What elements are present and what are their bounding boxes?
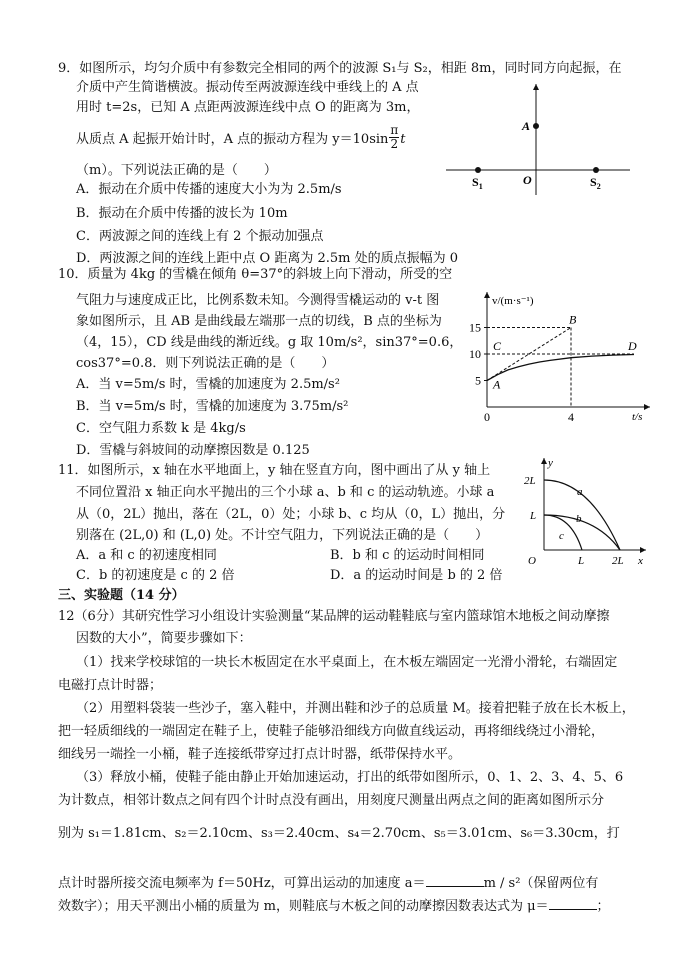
- y-tick-label-1: 10: [469, 347, 481, 361]
- q9-fraction: [389, 124, 399, 151]
- q9-label-s1: $S_1$: [472, 175, 483, 191]
- section-title: 三、实验题（14 分）: [58, 588, 185, 603]
- q12-line-3: （1）找来学校球馆的一块长木板固定在水平桌面上，在木板左端固定一光滑小滑轮，右端固定: [76, 655, 618, 670]
- q11-figure: [522, 454, 652, 569]
- q9-point-a: [533, 123, 539, 129]
- q11-option-a: A．a 和 c 的初速度相同: [76, 548, 217, 563]
- q10-line-3: 象如图所示，且 AB 是曲线最左端那一点的切线，B 点的坐标为: [76, 314, 442, 329]
- q11-trajectory-b: [544, 515, 620, 550]
- q9-line-4: [76, 123, 406, 153]
- q10-option-b: B．当 v=5m/s 时，雪橇的加速度为 3.75m/s²: [76, 399, 349, 414]
- x-axis-label: t/s: [632, 411, 643, 423]
- q11-label-l-x: L: [578, 555, 585, 567]
- q9-equation: 从质点 A 起振开始计时，A 点的振动方程为 y＝10sin: [76, 132, 389, 147]
- q11-label-b: b: [576, 513, 582, 525]
- q11-label-l-y: L: [530, 510, 537, 522]
- q9-fraction-numerator: π: [390, 123, 399, 137]
- y-axis-label: v/(m·s⁻¹): [492, 295, 534, 307]
- q12-line-12: [58, 896, 610, 916]
- q9-option-b: B．振动在介质中传播的波长为 10m: [76, 206, 288, 221]
- q11-option-c: C．b 的初速度是 c 的 2 倍: [76, 568, 235, 583]
- q9-source-s1: [475, 167, 481, 173]
- q11-line-2: 不同位置沿 x 轴正向水平抛出的三个小球 a、b 和 c 的运动轨迹。小球 a: [76, 485, 495, 500]
- q10-line-1: 10．质量为 4kg 的雪橇在倾角 θ=37°的斜坡上向下滑动，所受的空: [58, 267, 453, 282]
- q11-line-4: 别落在 (2L,0) 和 (L,0) 处。不计空气阻力，下列说法正确的是（ ）: [76, 528, 489, 543]
- q12-line-6: 把一轻质细线的一端固定在鞋子上，使鞋子能够沿细线方向做直线运动，再将细线绕过小滑轮，: [58, 724, 605, 739]
- q10-line-5: cos37°=0.8．则下列说法正确的是（ ）: [76, 356, 335, 371]
- q9-option-c: C．两波源之间的连线上有 2 个振动加强点: [76, 229, 324, 244]
- friction-coefficient-answer-blank[interactable]: [549, 896, 597, 910]
- q9-line-2: 介质中产生简谐横波。振动传至两波源连线中垂线上的 A 点: [76, 80, 419, 95]
- q11-line-3: 从（0，2L）抛出，落在（2L，0）处；小球 b、c 均从（0，L）抛出，分: [76, 507, 506, 522]
- q9-line-3: 用时 t=2s，已知 A 点距两波源连线中点 O 的距离为 3m，: [76, 100, 420, 115]
- point-label-d: D: [628, 339, 637, 353]
- y-tick-label-0: 5: [475, 373, 481, 388]
- q11-label-c: c: [559, 530, 564, 542]
- q11-label-a: a: [577, 486, 583, 498]
- q9-line-1: 9．如图所示，均匀介质中有参数完全相同的两个的波源 S₁与 S₂，相距 8m，同时同方向起振，在: [58, 61, 622, 76]
- point-label-b: B: [569, 312, 577, 327]
- q12-line-8: （3）释放小桶，使鞋子能由静止开始加速运动，打出的纸带如图所示，0、1、2、3、4、5、6: [76, 770, 624, 785]
- q10-option-c: C．空气阻力系数 k 是 4kg/s: [76, 421, 246, 436]
- q9-option-d: D．两波源之间的连线上距中点 O 距离为 2.5m 处的质点振幅为 0: [76, 251, 459, 266]
- q9-equation-t: t: [400, 132, 406, 147]
- q9-figure: [438, 80, 638, 200]
- q11-option-b: B．b 和 c 的运动时间相同: [330, 548, 485, 563]
- q11-label-2l-y: 2L: [524, 475, 536, 487]
- y-tick-label-2: 15: [469, 320, 481, 335]
- q9-label-s2: $S_2$: [590, 175, 601, 191]
- q12-line-2: 因数的大小”，简要步骤如下：: [76, 631, 252, 646]
- point-label-c: C: [493, 339, 502, 353]
- q11-label-2l-x: 2L: [612, 555, 624, 567]
- q9-label-a: A: [522, 119, 531, 133]
- q11-label-y: y: [548, 457, 553, 469]
- x-tick-label-0: 0: [484, 410, 490, 424]
- series-curve: [487, 355, 634, 381]
- q12-text-a: 点计时器所接交流电频率为 f＝50Hz，可算出运动的加速度 a＝: [58, 876, 426, 891]
- x-tick-label-1: 4: [568, 410, 574, 424]
- q9-source-s2: [593, 167, 599, 173]
- point-label-a: A: [493, 377, 501, 392]
- q12-line-5: （2）用塑料袋装一些沙子，塞入鞋中，并测出鞋和沙子的总质量 M。接着把鞋子放在长木板上，: [76, 701, 635, 716]
- q9-option-a: A．振动在介质中传播的速度大小为为 2.5m/s: [76, 182, 342, 197]
- q12-text-mu: 效数字）；用天平测出小桶的质量为 m，则鞋底与木板之间的动摩擦因数表达式为 μ＝: [58, 899, 549, 914]
- q11-option-d: D．a 的运动时间是 b 的 2 倍: [330, 568, 503, 583]
- q10-vt-chart: [456, 286, 656, 426]
- q10-line-4: （4，15），CD 线是曲线的渐近线。g 取 10m/s²，sin37°=0.6，: [76, 335, 463, 350]
- q10-option-d: D．雪橇与斜坡间的动摩擦因数是 0.125: [76, 443, 310, 458]
- q12-line-1: 12（6分）其研究性学习小组设计实验测量“某品牌的运动鞋鞋底与室内篮球馆木地板之间动摩擦: [58, 609, 610, 624]
- q11-label-o: O: [528, 555, 536, 567]
- acceleration-answer-blank[interactable]: [426, 873, 484, 887]
- q9-fraction-denominator: 2: [390, 137, 399, 151]
- q12-line-11: [58, 873, 598, 893]
- q9-label-o: O: [523, 173, 532, 187]
- q10-option-a: A．当 v=5m/s 时，雪橇的加速度为 2.5m/s²: [76, 377, 340, 392]
- q12-line-10: 别为 s₁＝1.81cm、s₂＝2.10cm、s₃＝2.40cm、s₄＝2.70cm、s₅＝3.01cm、s₆＝3.30cm，打: [58, 826, 620, 841]
- q12-text-end: ；: [596, 899, 610, 914]
- q9-line-5: （m）。下列说法正确的是（ ）: [76, 163, 277, 178]
- q12-line-9: 为计数点，相邻计数点之间有四个计时点没有画出，用刻度尺测量出两点之间的距离如图所示分: [58, 793, 605, 808]
- q12-line-4: 电磁打点计时器；: [58, 678, 163, 693]
- q11-label-x: x: [638, 555, 643, 567]
- q10-line-2: 气阻力与速度成正比，比例系数未知。今测得雪橇运动的 v-t 图: [76, 293, 440, 308]
- q12-line-7: 细线另一端拴一小桶，鞋子连接纸带穿过打点计时器，纸带保持水平。: [58, 747, 462, 762]
- q11-line-1: 11．如图所示，x 轴在水平地面上，y 轴在竖直方向，图中画出了从 y 轴上: [58, 463, 491, 478]
- q12-text-units: m / s²（保留两位有: [483, 876, 599, 891]
